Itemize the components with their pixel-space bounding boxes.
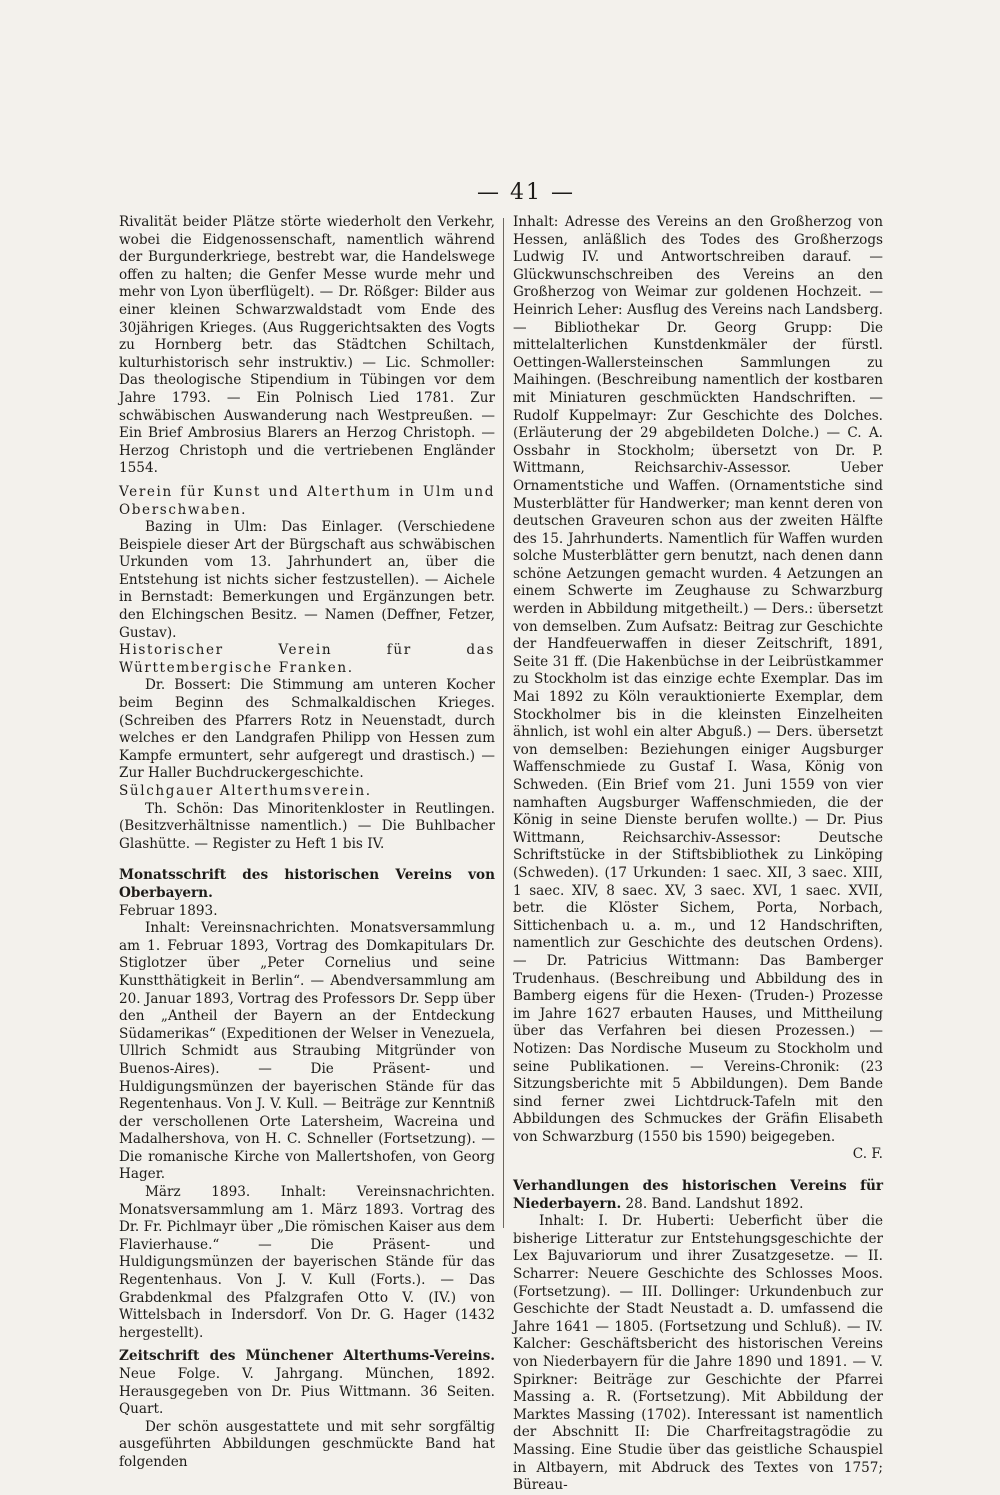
volume-info: 28. Band. Landshut 1892. xyxy=(625,1195,804,1212)
paragraph: Neue Folge. V. Jahrgang. München, 1892. Herausgegeben von Dr. Pius Wittmann. 36 Seiten. Quart. xyxy=(119,1366,495,1418)
paragraph: Bazing in Ulm: Das Einlager. (Verschiedene Beispiele dieser Art der Bürgschaft aus schwäbischen Urkunden vom 13. Jahrhundert an, über die Entstehung ist nichts sicher festzustellen). — Aichele in Bernstadt: Bemerkungen und Ergänzungen betr. den Elchingschen Besitz. — Namen (Deffner, Fetzer, Gustav). xyxy=(119,519,495,641)
page-number: — 41 — xyxy=(477,180,575,205)
issue-date: Februar 1893. xyxy=(119,902,218,919)
section-heading: Verein für Kunst und Alterthum in Ulm und Oberschwaben. xyxy=(119,483,495,518)
section-heading: Verhandlungen des historischen Vereins für Niederbayern. xyxy=(513,1178,883,1212)
paragraph: Rivalität beider Plätze störte wiederholt den Verkehr, wobei die Eidgenossenschaft, namentlich während der Burgunderkriege, bestrebt war, die Handelswege offen zu halten; die Genfer Messe wurde mehr und mehr von Lyon überflügelt). — Dr. Rößger: Bilder aus einer kleinen Schwarzwaldstadt vom Ende des 30jährigen Krieges. (Aus Ruggerichtsakten des Vogts zu Hornberg betr. das Städtchen Schiltach, kulturhistorisch sehr instruktiv.) — Lic. Schmoller: Das theologische Stipendium in Tübingen vor dem Jahre 1793. — Ein Polnisch Lied 1781. Zur schwäbischen Auswanderung nach Westpreußen. — Ein Brief Ambrosius Blarers an Herzog Christoph. — Herzog Christoph und die vertriebenen Engländer 1554. xyxy=(119,214,495,477)
right-column xyxy=(513,214,883,1495)
paragraph: Inhalt: Vereinsnachrichten. Monatsversammlung am 1. Februar 1893, Vortrag des Domkapitulars Dr. Stiglotzer über „Peter Cornelius und seine Kunstthätigkeit in Berlin“. — Abendversammlung am 20. Januar 1893, Vortrag des Professors Dr. Sepp über den „Antheil der Bayern an der Entdeckung Südamerikas“ (Expeditionen der Welser in Venezuela, Ullrich Schmidt aus Straubing Mitgründer von Buenos-Aires). — Die Präsent- und Huldigungsmünzen der bayerischen Stände für das Regentenhaus. Von J. V. Kull. — Beiträge zur Kenntniß der verschollenen Orte Latersheim, Wacreina und Madalhershova, von H. C. Schneller (Fortsetzung). — Die romanische Kirche von Mallertshofen, von Georg Hager. xyxy=(119,920,496,1183)
paragraph: März 1893. Inhalt: Vereinsnachrichten. Monatsversammlung am 1. März 1893. Vortrag des Dr. Fr. Pichlmayr über „Die römischen Kaiser aus dem Flavierhause.“ — Die Präsent- und Huldigungsmünzen der bayerischen Stände für das Regentenhaus. Von J. V. Kull (Forts.). — Das Grabdenkmal des Pfalzgrafen Otto V. (IV.) von Wittelsbach in Indersdorf. Von Dr. G. Hager (1432 hergestellt). xyxy=(119,1184,495,1341)
section-heading: Historischer Verein für das Württembergische Franken. xyxy=(119,642,495,676)
signature: C. F. xyxy=(852,1146,883,1163)
left-column xyxy=(119,214,495,1472)
section-heading: Zeitschrift des Münchener Alterthums-Vereins. xyxy=(119,1348,495,1365)
paragraph: Th. Schön: Das Minoritenkloster in Reutlingen. (Besitzverhältnisse namentlich.) — Die Buhlbacher Glashütte. — Register zu Heft 1 bis IV. xyxy=(119,800,495,852)
paragraph: Inhalt: I. Dr. Huberti: Ueberficht über die bisherige Litteratur zur Entstehungsgeschichte der Lex Bajuvariorum und ihrer Zusatzgesetze. — II. Scharrer: Neuere Geschichte des Schlosses Moos. (Fortsetzung). — III. Dollinger: Urkundenbuch zur Geschichte der Stadt Neustadt a. D. umfassend die Jahre 1641 — 1805. (Fortsetzung und Schluß). — IV. Kalcher: Geschäftsbericht des historischen Vereins von Niederbayern für die Jahre 1890 und 1891. — V. Spirkner: Beiträge zur Geschichte der Pfarrei Massing a. R. (Fortsetzung). Mit Abbildung der Marktes Massing (1702). Interessant ist namentlich der Abschnitt II: Die Charfreitagstragödie zu Massing. Eine Studie über das geistliche Schauspiel in Altbayern, mit Abdruck des Textes von 1757; Büreau- xyxy=(513,1213,883,1494)
section-heading: Sülchgauer Alterthumsverein. xyxy=(119,783,372,799)
paragraph: Der schön ausgestattete und mit sehr sorgfältig ausgeführten Abbildungen geschmückte Band hat folgenden xyxy=(119,1418,495,1470)
paragraph: Dr. Bossert: Die Stimmung am unteren Kocher beim Beginn des Schmalkaldischen Krieges. (Schreiben des Pfarrers Rotz in Neuenstadt, durch welches er den Landgrafen Philipp von Hessen zum Kampfe ermuntert, sehr aufgeregt und drastisch.) — Zur Haller Buchdruckergeschichte. xyxy=(119,677,495,782)
paragraph: Inhalt: Adresse des Vereins an den Großherzog von Hessen, anläßlich des Todes des Großherzogs Ludwig IV. und Antwortschreiben darauf. — Glückwunschschreiben des Vereins an den Großherzog von Weimar zur goldenen Hochzeit. — Heinrich Leher: Ausflug des Vereins nach Landsberg. — Bibliothekar Dr. Georg Grupp: Die mittelalterlichen Kunstdenkmäler der fürstl. Oettingen-Wallersteinschen Sammlungen zu Maihingen. (Beschreibung namentlich der kostbaren mit Miniaturen geschmückten Handschriften. — Rudolf Kuppelmayr: Zur Geschichte des Dolches. (Erläuterung der 29 abgebildeten Dolche.) — C. A. Ossbahr in Stockholm; übersetzt von Dr. P. Wittmann, Reichsarchiv-Assessor. Ueber Ornamentstiche und Waffen. (Ornamentstiche sind Musterblätter für Handwerker; man kennt deren von deutschen Graveuren schon aus der zweiten Hälfte des 15. Jahrhunderts. Namentlich für Waffen wurden solche Musterblätter gern benutzt, nach denen dann schöne Aetzungen gemacht wurden. 4 Aetzungen an einem Schwerte im Zeughause zu Schwarzburg werden in Abbildung mitgetheilt.) — Ders.: übersetzt von demselben. Zum Aufsatz: Beitrag zur Geschichte der Handfeuerwaffen in dieser Zeitschrift, 1891, Seite 31 ff. (Die Hakenbüchse in der Leibrüstkammer zu Stockholm ist das einzige echte Exemplar. Das im Mai 1892 zu Köln verauktionierte Exemplar, dem Stockholmer bis in die kleinsten Einzelheiten ähnlich, ist wohl ein alter Abguß.) — Ders. übersetzt von demselben: Beziehungen einiger Augsburger Waffenschmiede zu Gustaf I. Wasa, König von Schweden. (Ein Brief vom 21. Juni 1559 von vier namhaften Augsburger Waffenschmieden, die der König in seine Dienste berufen wollte.) — Dr. Pius Wittmann, Reichsarchiv-Assessor: Deutsche Schriftstücke in der Stiftsbibliothek zu Linköping (Schweden). (17 Urkunden: 1 saec. XII, 3 saec. XIII, 1 saec. XIV, 8 saec. XV, 3 saec. XVI, 1 saec. XVII, betr. die Klöster Sichem, Porta, Norbach, Sittichenbach u. a. m., und 12 Handschriften, namentlich zur Geschichte des deutschen Ordens). — Dr. Patricius Wittmann: Das Bamberger Trudenhaus. (Beschreibung und Abbildung des in Bamberg eigens für die Hexen- (Truden-) Prozesse im Jahre 1627 erbauten Hauses, und Mittheilung über das Verfahren bei diesen Prozessen.) — Notizen: Das Nordische Museum zu Stockholm und seine Publikationen. — Vereins-Chronik: (23 Sitzungsberichte mit 5 Abbildungen). Dem Bande sind ferner zwei Lichtdruck-Tafeln mit den Abbildungen des Schmuckes der Gräfin Elisabeth von Schwarzburg (1550 bis 1590) beigegeben. xyxy=(513,214,883,1145)
column-divider xyxy=(503,218,504,1228)
section-heading: Monatsschrift des historischen Vereins von Oberbayern. xyxy=(119,867,495,901)
